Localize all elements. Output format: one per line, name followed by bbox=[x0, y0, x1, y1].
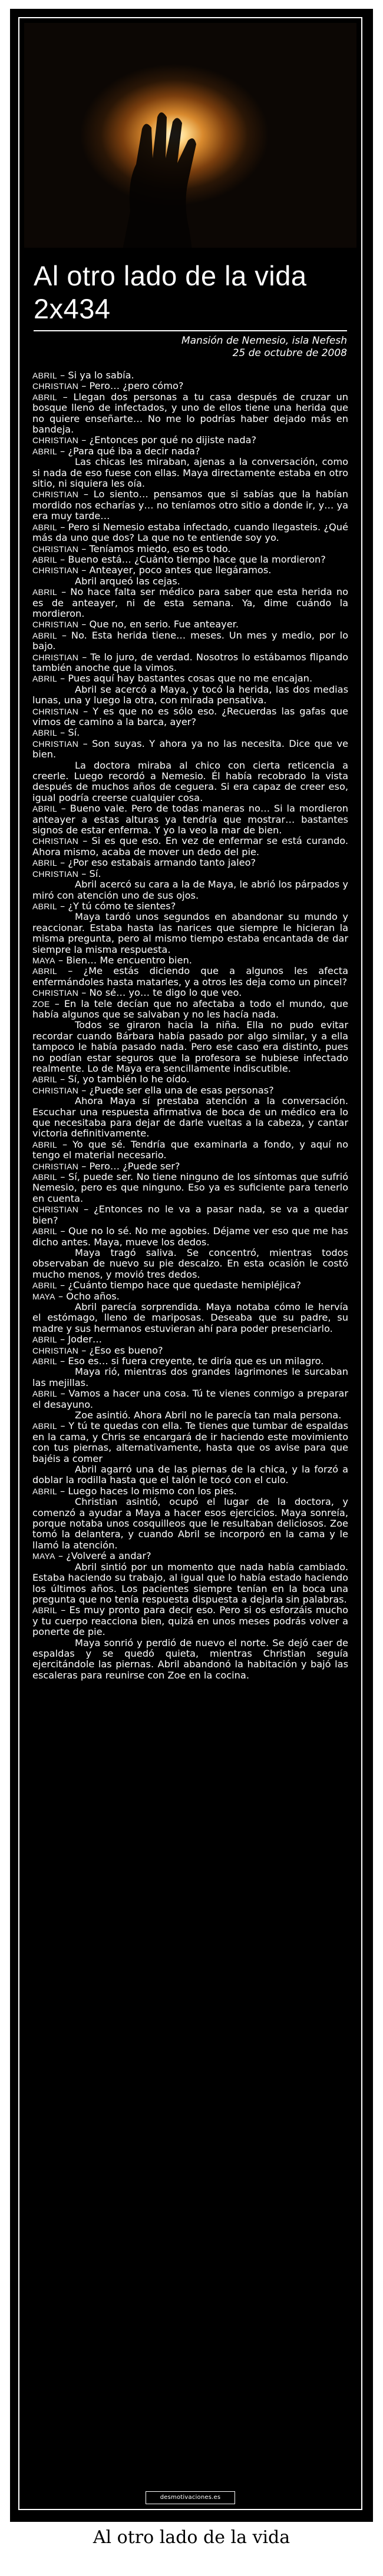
speaker-name: ABRIL bbox=[32, 1421, 57, 1431]
speaker-name: ABRIL bbox=[32, 630, 57, 640]
dialogue-line bbox=[32, 587, 348, 619]
line-text: – Sí, puede ser. No tiene ninguno de los síntomas que sufrió Nemesio, pero es que ninguno. Eso ya es suficiente para tenerlo en cuenta. bbox=[32, 1171, 348, 1204]
dialogue-line bbox=[32, 630, 348, 652]
line-text: – No hace falta ser médico para saber que esta herida no es de anteayer, ni de esta semana. Ya, dime cuándo la mordieron. bbox=[32, 586, 348, 619]
narration-paragraph bbox=[32, 1248, 348, 1280]
site-badge[interactable]: desmotivaciones.es bbox=[146, 2491, 235, 2504]
speaker-name: ABRIL bbox=[32, 1172, 57, 1182]
line-text: – Son suyas. Y ahora ya no las necesita. Dice que ve bien. bbox=[32, 737, 348, 760]
speaker-name: CHRISTIAN bbox=[32, 988, 79, 998]
narration-paragraph bbox=[32, 1497, 348, 1551]
narration-paragraph bbox=[32, 457, 348, 489]
narration-paragraph bbox=[32, 1562, 348, 1606]
dialogue-line bbox=[32, 544, 348, 554]
speaker-name: CHRISTIAN bbox=[32, 706, 79, 716]
line-text: Las chicas les miraban, ajenas a la conversación, como si nada de eso fuese con ellas. Maya directamente estaba en otro sitio, ni siquiera les oía. bbox=[32, 456, 348, 490]
speaker-name: CHRISTIAN bbox=[32, 869, 79, 879]
narration-paragraph bbox=[32, 760, 348, 804]
poster bbox=[10, 9, 373, 2522]
dialogue-line bbox=[32, 1605, 348, 1637]
dialogue-line bbox=[32, 1172, 348, 1204]
speaker-name: ABRIL bbox=[32, 446, 57, 456]
line-text: – Que no lo sé. No me agobies. Déjame ver eso que me has dicho antes. Maya, mueve los dedos. bbox=[32, 1225, 348, 1248]
line-text: – Sí, yo también lo he oído. bbox=[57, 1073, 190, 1085]
dialogue-line bbox=[32, 803, 348, 836]
narration-paragraph bbox=[32, 912, 348, 955]
speaker-name: ABRIL bbox=[32, 1486, 57, 1496]
dialogue-line bbox=[32, 1356, 348, 1367]
line-text: Abril sintió por un momento que nada había cambiado. Estaba haciendo su trabajo, al igual que lo había estado haciendo los últimos años. Los pacientes siempre tenían en la boca una pregunta que no tenía respuesta dispuesta a dejarla sin palabras. bbox=[32, 1561, 348, 1605]
speaker-name: ABRIL bbox=[32, 1606, 57, 1616]
speaker-name: MAYA bbox=[32, 1551, 55, 1561]
narration-paragraph bbox=[32, 1020, 348, 1074]
narration-paragraph bbox=[32, 1302, 348, 1334]
cover-photo bbox=[24, 23, 356, 248]
line-text: – Sí. bbox=[78, 867, 101, 879]
dialogue-line bbox=[32, 489, 348, 521]
dialogue-line bbox=[32, 739, 348, 760]
line-text: Zoe asintió. Ahora Abril no le parecía tan mala persona. bbox=[75, 1410, 342, 1421]
speaker-name: ABRIL bbox=[32, 1226, 57, 1237]
dialogue-line bbox=[32, 1388, 348, 1410]
speaker-name: ABRIL bbox=[32, 901, 57, 911]
dialogue-line bbox=[32, 988, 348, 998]
speaker-name: ABRIL bbox=[32, 522, 57, 532]
line-text: – ¿Eso es bueno? bbox=[78, 1344, 163, 1356]
line-text: – Luego haces lo mismo con los pies. bbox=[57, 1485, 237, 1497]
narration-paragraph bbox=[32, 1638, 348, 1681]
line-text: – Llegan dos personas a tu casa después de cruzar un bosque lleno de infectados, y uno de ellos tiene una herida que no quiere enseñarte… No me lo podrías haber dejado más en bandeja. bbox=[32, 391, 348, 436]
dialogue-line bbox=[32, 619, 348, 630]
line-text: – Te lo juro, de verdad. Nosotros lo estábamos flipando también anoche que la vimos. bbox=[32, 651, 348, 673]
dialogue-line bbox=[32, 446, 348, 457]
narration-paragraph bbox=[32, 1410, 348, 1421]
narration-paragraph bbox=[32, 1464, 348, 1486]
line-text: – ¿Para qué iba a decir nada? bbox=[57, 445, 200, 457]
dialogue-line bbox=[32, 370, 348, 381]
line-text: Abril se acercó a Maya, y tocó la herida, las dos medias lunas, una y luego la otra, con mirada pensativa. bbox=[32, 683, 348, 706]
speaker-name: ABRIL bbox=[32, 392, 57, 402]
line-text: – Lo siento… pensamos que si sabías que la habían mordido nos echarías y… no teníamos otro sitio a donde ir, y… ya era muy tarde… bbox=[32, 488, 348, 522]
line-text: – ¿Por eso estabais armando tanto jaleo? bbox=[57, 857, 256, 869]
narration-paragraph bbox=[32, 1367, 348, 1388]
dialogue-line bbox=[32, 999, 348, 1021]
speaker-name: CHRISTIAN bbox=[32, 566, 79, 576]
line-text: – Bien… Me encuentro bien. bbox=[55, 954, 192, 966]
speaker-name: ABRIL bbox=[32, 966, 57, 976]
dialogue-line bbox=[32, 869, 348, 879]
dialogue-line bbox=[32, 435, 348, 446]
line-text: Todos se giraron hacia la niña. Ella no pudo evitar recordar cuando Bárbara había pasado por algo similar, y a ella tampoco le había pasado nada. Pero ese caso era distinto, pues no podían estar seguros que la profesora se hubiese infectado realmente. Lo de Maya era sencillamente indiscutible. bbox=[32, 1019, 348, 1074]
dialogue-line bbox=[32, 901, 348, 912]
speaker-name: ABRIL bbox=[32, 371, 57, 380]
dialogue-line bbox=[32, 673, 348, 684]
speaker-name: CHRISTIAN bbox=[32, 739, 79, 749]
line-text: Maya tragó saliva. Se concentró, mientras todos observaban de nuevo su pie descalzo. En esta ocasión le costó mucho menos, y movió tres dedos. bbox=[32, 1247, 348, 1280]
dialogue-line bbox=[32, 381, 348, 391]
speaker-name: CHRISTIAN bbox=[32, 381, 79, 391]
line-text: – ¿Cuánto tiempo hace que quedaste hemipléjica? bbox=[57, 1279, 301, 1291]
line-text: – Teníamos miedo, eso es todo. bbox=[78, 543, 231, 554]
dialogue-line bbox=[32, 1486, 348, 1497]
speaker-name: ZOE bbox=[32, 999, 50, 1009]
line-text: – Vamos a hacer una cosa. Tú te vienes conmigo a preparar el desayuno. bbox=[32, 1388, 348, 1410]
dialogue-line bbox=[32, 522, 348, 544]
line-text: – Joder… bbox=[57, 1334, 103, 1345]
line-text: Maya tardó unos segundos en abandonar su mundo y reaccionar. Estaba hasta las narices que siempre le hicieran la misma pregunta, pero al mismo tiempo estaba encantada de dar siempre la misma respuesta. bbox=[32, 911, 348, 955]
poster-frame bbox=[18, 17, 362, 2510]
line-text: – ¿Volveré a andar? bbox=[55, 1550, 151, 1562]
narration-paragraph bbox=[32, 1096, 348, 1139]
line-text: – Pero… ¿Puede ser? bbox=[78, 1160, 180, 1172]
speaker-name: CHRISTIAN bbox=[32, 544, 79, 554]
speaker-name: MAYA bbox=[32, 1291, 55, 1301]
speaker-name: ABRIL bbox=[32, 1281, 57, 1291]
speaker-name: ABRIL bbox=[32, 1335, 57, 1345]
speaker-name: CHRISTIAN bbox=[32, 1345, 79, 1355]
line-text: – Bueno está… ¿Cuánto tiempo hace que la mordieron? bbox=[57, 553, 326, 565]
line-text: – Sí. bbox=[57, 727, 80, 739]
line-text: – ¿Me estás diciendo que a algunos les afecta enfermándoles hasta matarles, y a otros les deja como un pincel? bbox=[32, 965, 348, 988]
dialogue-line bbox=[32, 1421, 348, 1464]
line-text: – No. Esta herida tiene… meses. Un mes y medio, por lo bajo. bbox=[32, 629, 348, 652]
narration-paragraph bbox=[32, 879, 348, 901]
speaker-name: ABRIL bbox=[32, 858, 57, 868]
speaker-name: ABRIL bbox=[32, 1139, 57, 1149]
dialogue-line bbox=[32, 1291, 348, 1302]
dialogue-line bbox=[32, 966, 348, 988]
speaker-name: ABRIL bbox=[32, 554, 57, 564]
title-divider bbox=[34, 330, 347, 331]
hand-silhouette-icon bbox=[95, 94, 236, 248]
dialogue-line bbox=[32, 857, 348, 868]
dialogue-line bbox=[32, 706, 348, 728]
header-area bbox=[24, 248, 356, 360]
dialogue-line bbox=[32, 1139, 348, 1161]
dialogue-line bbox=[32, 1074, 348, 1085]
line-text: – Ocho años. bbox=[55, 1290, 120, 1302]
line-text: – Pero si Nemesio estaba infectado, cuando llegasteis. ¿Qué más da uno que dos? La que no te entiende soy yo. bbox=[32, 521, 348, 544]
dialogue-line bbox=[32, 1226, 348, 1248]
speaker-name: CHRISTIAN bbox=[32, 1205, 79, 1215]
story-text bbox=[24, 360, 356, 1681]
line-text: Abril arqueó las cejas. bbox=[75, 575, 180, 587]
line-text: Abril parecía sorprendida. Maya notaba cómo le hervía el estómago, lleno de mariposas. Deseaba que su padre, su madre y sus hermanos estuvieran ahí para poder presenciarlo. bbox=[32, 1301, 348, 1334]
line-text: – ¿Y tú cómo te sientes? bbox=[57, 900, 176, 912]
date-line: 25 de octubre de 2008 bbox=[232, 347, 347, 359]
line-text: Maya rió, mientras dos grandes lagrimones le surcaban las mejillas. bbox=[32, 1366, 348, 1388]
dialogue-line bbox=[32, 727, 348, 738]
narration-paragraph bbox=[32, 576, 348, 587]
dialogue-line bbox=[32, 652, 348, 674]
speaker-name: ABRIL bbox=[32, 728, 57, 738]
caption: Al otro lado de la vida bbox=[93, 2527, 290, 2548]
line-text: – Que no, en serio. Fue anteayer. bbox=[78, 619, 239, 630]
speaker-name: CHRISTIAN bbox=[32, 652, 79, 662]
dialogue-line bbox=[32, 1204, 348, 1226]
speaker-name: CHRISTIAN bbox=[32, 490, 79, 500]
line-text: – Si ya lo sabía. bbox=[57, 370, 134, 381]
dialogue-line bbox=[32, 1085, 348, 1096]
line-text: Ahora Maya sí prestaba atención a la conversación. Escuchar una respuesta afirmativa de boca de un médico era lo que necesitaba para dejar de darle vueltas a la cabeza, y cantar victoria definitivamente. bbox=[32, 1095, 348, 1139]
line-text: Christian asintió, ocupó el lugar de la doctora, y comenzó a ayudar a Maya a hacer esos ejercicios. Maya sonreía, porque notaba unos cosquilleos que le resultaban deliciosos. Zoe tomó la delantera, y cuando Abril se incorporó en la cama y le llamó la atención. bbox=[32, 1496, 348, 1551]
speaker-name: ABRIL bbox=[32, 674, 57, 684]
speaker-name: CHRISTIAN bbox=[32, 1085, 79, 1095]
speaker-name: CHRISTIAN bbox=[32, 620, 79, 630]
speaker-name: ABRIL bbox=[32, 1356, 57, 1366]
dialogue-line bbox=[32, 1345, 348, 1356]
line-text: – Y tú te quedas con ella. Te tienes que tumbar de espaldas en la cama, y Chris se encargará de ir haciendo este movimiento con tus piernas, alternativamente, hasta que os avise para que bajéis a comer bbox=[32, 1420, 348, 1464]
line-text: – Y es que no es sólo eso. ¿Recuerdas las gafas que vimos de camino a la barca, ayer? bbox=[32, 705, 348, 727]
line-text: – No sé… yo… te digo lo que veo. bbox=[78, 987, 242, 999]
line-text: – ¿Entonces por qué no dijiste nada? bbox=[78, 434, 257, 446]
line-text: Abril agarró una de las piernas de la chica, y la forzó a doblar la rodilla hasta que el talón le tocó con el culo. bbox=[32, 1464, 348, 1486]
location-line: Mansión de Nemesio, isla Nefesh bbox=[181, 335, 347, 347]
line-text: – ¿Entonces no le va a pasar nada, se va a quedar bien? bbox=[32, 1204, 348, 1226]
line-text: – Yo que sé. Tendría que examinarla a fondo, y aquí no tengo el material necesario. bbox=[32, 1138, 348, 1161]
narration-paragraph bbox=[32, 684, 348, 706]
dialogue-line bbox=[32, 554, 348, 565]
line-text: – Anteayer, poco antes que llegáramos. bbox=[78, 564, 272, 576]
line-text: Maya sonrió y perdió de nuevo el norte. Se dejó caer de espaldas y se quedó quieta, mientras Christian seguía ejercitándole las piernas. Abril abandonó la habitación y bajó las escaleras para reunirse con Zoe en la cocina. bbox=[32, 1637, 348, 1681]
speaker-name: CHRISTIAN bbox=[32, 836, 79, 846]
dialogue-line bbox=[32, 1280, 348, 1291]
dialogue-line bbox=[32, 1161, 348, 1172]
dialogue-line bbox=[32, 565, 348, 576]
line-text: La doctora miraba al chico con cierta reticencia a creerle. Luego recordó a Nemesio. Él había recobrado la vista después de muchos años de ceguera. Si era capaz de creer eso, igual podría creerse cualquier cosa. bbox=[32, 759, 348, 803]
line-text: – Bueno vale. Pero de todas maneras no… Si la mordieron anteayer a estas alturas ya tendría que mostrar… bastantes signos de estar enferma. Y yo la veo la mar de bien. bbox=[32, 803, 348, 836]
line-text: – ¿Puede ser ella una de esas personas? bbox=[78, 1084, 274, 1096]
speaker-name: ABRIL bbox=[32, 1075, 57, 1085]
speaker-name: MAYA bbox=[32, 955, 55, 965]
line-text: – Pues aquí hay bastantes cosas que no me encajan. bbox=[57, 673, 313, 684]
line-text: – Pero… ¿pero cómo? bbox=[78, 380, 184, 392]
speaker-name: ABRIL bbox=[32, 1389, 57, 1399]
dialogue-line bbox=[32, 955, 348, 966]
speaker-name: CHRISTIAN bbox=[32, 436, 79, 446]
speaker-name: ABRIL bbox=[32, 587, 57, 597]
dialogue-line bbox=[32, 1551, 348, 1561]
speaker-name: ABRIL bbox=[32, 804, 57, 814]
line-text: – Eso es… si fuera creyente, te diría que es un milagro. bbox=[57, 1355, 324, 1367]
line-text: – Es muy pronto para decir eso. Pero si os esforzáis mucho y tu cuerpo reacciona bien, quizá en unos meses podrás volver a ponerte de pie. bbox=[32, 1604, 348, 1638]
dialogue-line bbox=[32, 1334, 348, 1345]
page-title: Al otro lado de la vida 2x434 bbox=[34, 260, 307, 324]
line-text: – En la tele decían que no afectaba a todo el mundo, que había algunos que se salvaban y no les hacía nada. bbox=[32, 998, 348, 1020]
dialogue-line bbox=[32, 392, 348, 436]
dialogue-line bbox=[32, 836, 348, 857]
speaker-name: CHRISTIAN bbox=[32, 1161, 79, 1171]
line-text: Abril acercó su cara a la de Maya, le abrió los párpados y miró con atención uno de sus ojos. bbox=[32, 879, 348, 901]
line-text: – Si es que eso. En vez de enfermar se está curando. Ahora mismo, acaba de mover un dedo del pie. bbox=[32, 835, 348, 857]
